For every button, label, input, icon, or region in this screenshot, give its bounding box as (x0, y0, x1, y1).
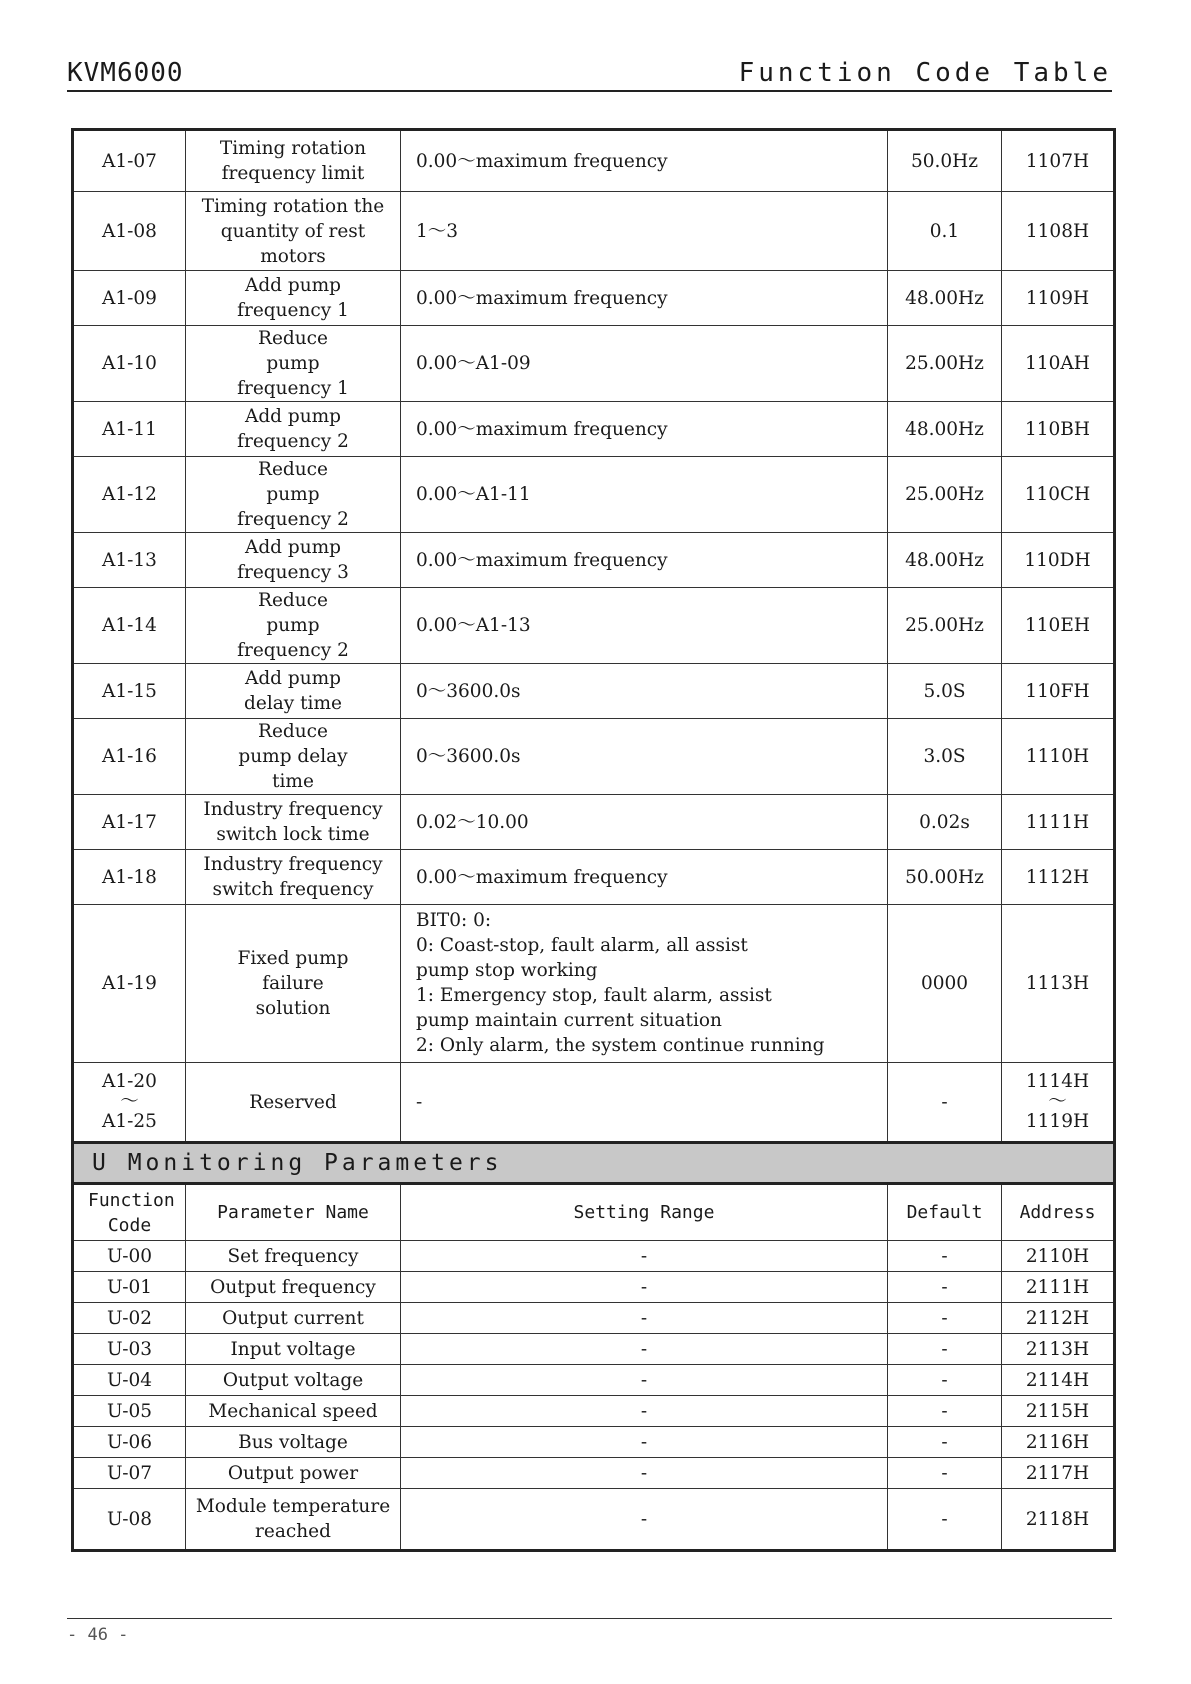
function-code-cell: A1-08 (73, 192, 186, 271)
address-cell: 110AH (1002, 326, 1115, 402)
default-cell: 5.0S (888, 664, 1002, 719)
address-cell: 2113H (1002, 1334, 1115, 1365)
column-header-row (73, 1184, 1115, 1241)
table-row (73, 1272, 1115, 1303)
function-code-cell: U-06 (73, 1427, 186, 1458)
address-range-separator: ～ (1048, 1091, 1067, 1112)
setting-range-cell: 0.02～10.00 (401, 795, 888, 850)
default-cell: - (888, 1458, 1002, 1489)
default-cell: - (888, 1396, 1002, 1427)
parameter-name-cell: Reduce pump delay time (186, 719, 401, 795)
setting-range-cell: 0.00～A1-09 (401, 326, 888, 402)
default-cell: 0.1 (888, 192, 1002, 271)
function-code-cell: U-01 (73, 1272, 186, 1303)
address-cell (1002, 1063, 1115, 1143)
parameter-name-cell: Module temperature reached (186, 1489, 401, 1551)
address-cell: 110FH (1002, 664, 1115, 719)
a1-rows (73, 130, 1115, 905)
table-row (73, 192, 1115, 271)
function-code-cell: A1-13 (73, 533, 186, 588)
table-row (73, 1427, 1115, 1458)
default-cell: 25.00Hz (888, 326, 1002, 402)
default-cell: 0.02s (888, 795, 1002, 850)
function-code-table (71, 128, 1116, 1552)
function-code-cell: A1-14 (73, 588, 186, 664)
column-header-range: Setting Range (401, 1184, 888, 1241)
setting-range-cell: - (401, 1489, 888, 1551)
parameter-name-cell: Output current (186, 1303, 401, 1334)
address-cell: 1113H (1002, 905, 1115, 1063)
setting-range-line: pump stop working (416, 960, 598, 981)
setting-range-cell: - (401, 1303, 888, 1334)
column-header-name: Parameter Name (186, 1184, 401, 1241)
default-cell: - (888, 1365, 1002, 1396)
default-cell: - (888, 1241, 1002, 1272)
function-code-cell: A1-09 (73, 271, 186, 326)
setting-range-cell: - (401, 1241, 888, 1272)
setting-range-cell: 0.00～maximum frequency (401, 402, 888, 457)
function-code-cell: U-03 (73, 1334, 186, 1365)
parameter-name-cell: Mechanical speed (186, 1396, 401, 1427)
parameter-name-cell: Timing rotation the quantity of rest motors (186, 192, 401, 271)
code-range-start: A1-20 (102, 1071, 157, 1092)
parameter-name-cell: Industry frequency switch frequency (186, 850, 401, 905)
parameter-name-cell: Output voltage (186, 1365, 401, 1396)
parameter-name-cell: Reduce pump frequency 2 (186, 457, 401, 533)
u-rows (73, 1241, 1115, 1551)
setting-range-cell: 0.00～maximum frequency (401, 271, 888, 326)
table-row (73, 1396, 1115, 1427)
parameter-name-cell: Output frequency (186, 1272, 401, 1303)
table-row (73, 905, 1115, 1063)
setting-range-cell: 0.00～A1-13 (401, 588, 888, 664)
parameter-name-cell: Industry frequency switch lock time (186, 795, 401, 850)
address-cell: 2110H (1002, 1241, 1115, 1272)
setting-range-cell: 0～3600.0s (401, 719, 888, 795)
address-cell: 1112H (1002, 850, 1115, 905)
address-cell: 1111H (1002, 795, 1115, 850)
address-cell: 110BH (1002, 402, 1115, 457)
address-cell: 1108H (1002, 192, 1115, 271)
function-code-cell: A1-17 (73, 795, 186, 850)
table-row (73, 326, 1115, 402)
parameter-name-cell: Bus voltage (186, 1427, 401, 1458)
setting-range-cell: - (401, 1396, 888, 1427)
address-cell: 2115H (1002, 1396, 1115, 1427)
default-cell: 3.0S (888, 719, 1002, 795)
parameter-name-cell: Timing rotation frequency limit (186, 130, 401, 192)
table-row (73, 664, 1115, 719)
parameter-name-cell: Reduce pump frequency 2 (186, 588, 401, 664)
default-cell: 48.00Hz (888, 402, 1002, 457)
setting-range-line: 1: Emergency stop, fault alarm, assist (416, 985, 772, 1006)
function-code-cell: A1-10 (73, 326, 186, 402)
function-code-cell: U-04 (73, 1365, 186, 1396)
setting-range-cell: - (401, 1458, 888, 1489)
table-row (73, 1063, 1115, 1143)
parameter-name-cell: Add pump frequency 1 (186, 271, 401, 326)
address-cell: 2117H (1002, 1458, 1115, 1489)
function-code-cell: A1-15 (73, 664, 186, 719)
default-cell: - (888, 1489, 1002, 1551)
table-row (73, 1458, 1115, 1489)
setting-range-cell: 0.00～A1-11 (401, 457, 888, 533)
parameter-name-cell: Input voltage (186, 1334, 401, 1365)
default-cell: - (888, 1303, 1002, 1334)
address-range-start: 1114H (1025, 1071, 1090, 1092)
section-title: Function Code Table (738, 58, 1112, 88)
table-row (73, 271, 1115, 326)
function-code-cell: A1-16 (73, 719, 186, 795)
table-row (73, 402, 1115, 457)
section-heading: U Monitoring Parameters (73, 1143, 1115, 1184)
table-row (73, 130, 1115, 192)
address-cell: 1109H (1002, 271, 1115, 326)
setting-range-line: 2: Only alarm, the system continue running (416, 1035, 825, 1056)
function-code-cell (73, 1063, 186, 1143)
table-row (73, 533, 1115, 588)
table-row (73, 795, 1115, 850)
setting-range-line: BIT0: 0: (416, 910, 492, 931)
function-code-cell: A1-11 (73, 402, 186, 457)
parameter-name-cell: Set frequency (186, 1241, 401, 1272)
page-header (67, 58, 1112, 92)
default-cell: 25.00Hz (888, 588, 1002, 664)
parameter-name-cell: Reserved (186, 1063, 401, 1143)
default-cell: - (888, 1063, 1002, 1143)
table-row (73, 1365, 1115, 1396)
address-cell: 110CH (1002, 457, 1115, 533)
a1-19-body (73, 905, 1115, 1143)
code-range-end: A1-25 (102, 1111, 157, 1132)
default-cell: 48.00Hz (888, 533, 1002, 588)
address-cell: 1110H (1002, 719, 1115, 795)
function-code-cell: A1-18 (73, 850, 186, 905)
function-code-cell: A1-07 (73, 130, 186, 192)
table-row (73, 1303, 1115, 1334)
product-model: KVM6000 (67, 58, 184, 88)
function-code-cell: A1-12 (73, 457, 186, 533)
address-cell: 2112H (1002, 1303, 1115, 1334)
table-row (73, 1334, 1115, 1365)
column-header-default: Default (888, 1184, 1002, 1241)
default-cell: 50.0Hz (888, 130, 1002, 192)
default-cell: - (888, 1427, 1002, 1458)
parameter-name-cell: Add pump delay time (186, 664, 401, 719)
function-code-cell: U-08 (73, 1489, 186, 1551)
address-cell: 2118H (1002, 1489, 1115, 1551)
page-footer (67, 1618, 1112, 1645)
setting-range-line: pump maintain current situation (416, 1010, 722, 1031)
function-code-cell: U-00 (73, 1241, 186, 1272)
setting-range-cell: - (401, 1334, 888, 1365)
setting-range-cell: - (401, 1365, 888, 1396)
column-header-address: Address (1002, 1184, 1115, 1241)
address-range-end: 1119H (1025, 1111, 1090, 1132)
table-row (73, 1489, 1115, 1551)
default-cell: - (888, 1334, 1002, 1365)
default-cell: - (888, 1272, 1002, 1303)
default-cell: 50.00Hz (888, 850, 1002, 905)
setting-range-cell: - (401, 1427, 888, 1458)
section-header-row (73, 1143, 1115, 1184)
table-row (73, 1241, 1115, 1272)
address-cell: 2111H (1002, 1272, 1115, 1303)
function-code-cell: U-07 (73, 1458, 186, 1489)
parameter-name-cell: Add pump frequency 3 (186, 533, 401, 588)
setting-range-cell: 1～3 (401, 192, 888, 271)
parameter-name-cell: Fixed pump failure solution (186, 905, 401, 1063)
table-row (73, 850, 1115, 905)
table-row (73, 457, 1115, 533)
address-cell: 2116H (1002, 1427, 1115, 1458)
table-row (73, 719, 1115, 795)
setting-range-cell (401, 905, 888, 1063)
address-cell: 1107H (1002, 130, 1115, 192)
default-cell: 0000 (888, 905, 1002, 1063)
setting-range-cell: 0.00～maximum frequency (401, 130, 888, 192)
setting-range-cell: 0.00～maximum frequency (401, 533, 888, 588)
setting-range-line: 0: Coast-stop, fault alarm, all assist (416, 935, 748, 956)
code-range-separator: ～ (120, 1091, 139, 1112)
function-code-cell: A1-19 (73, 905, 186, 1063)
default-cell: 48.00Hz (888, 271, 1002, 326)
function-code-cell: U-05 (73, 1396, 186, 1427)
parameter-name-cell: Output power (186, 1458, 401, 1489)
setting-range-cell: 0.00～maximum frequency (401, 850, 888, 905)
table-row (73, 588, 1115, 664)
setting-range-cell: - (401, 1272, 888, 1303)
parameter-name-cell: Reduce pump frequency 1 (186, 326, 401, 402)
setting-range-cell: - (401, 1063, 888, 1143)
page-number: - 46 - (67, 1625, 129, 1645)
u-section-body (73, 1143, 1115, 1241)
address-cell: 2114H (1002, 1365, 1115, 1396)
column-header-code: Function Code (73, 1184, 186, 1241)
address-cell: 110EH (1002, 588, 1115, 664)
default-cell: 25.00Hz (888, 457, 1002, 533)
parameter-name-cell: Add pump frequency 2 (186, 402, 401, 457)
function-code-cell: U-02 (73, 1303, 186, 1334)
setting-range-cell: 0～3600.0s (401, 664, 888, 719)
address-cell: 110DH (1002, 533, 1115, 588)
